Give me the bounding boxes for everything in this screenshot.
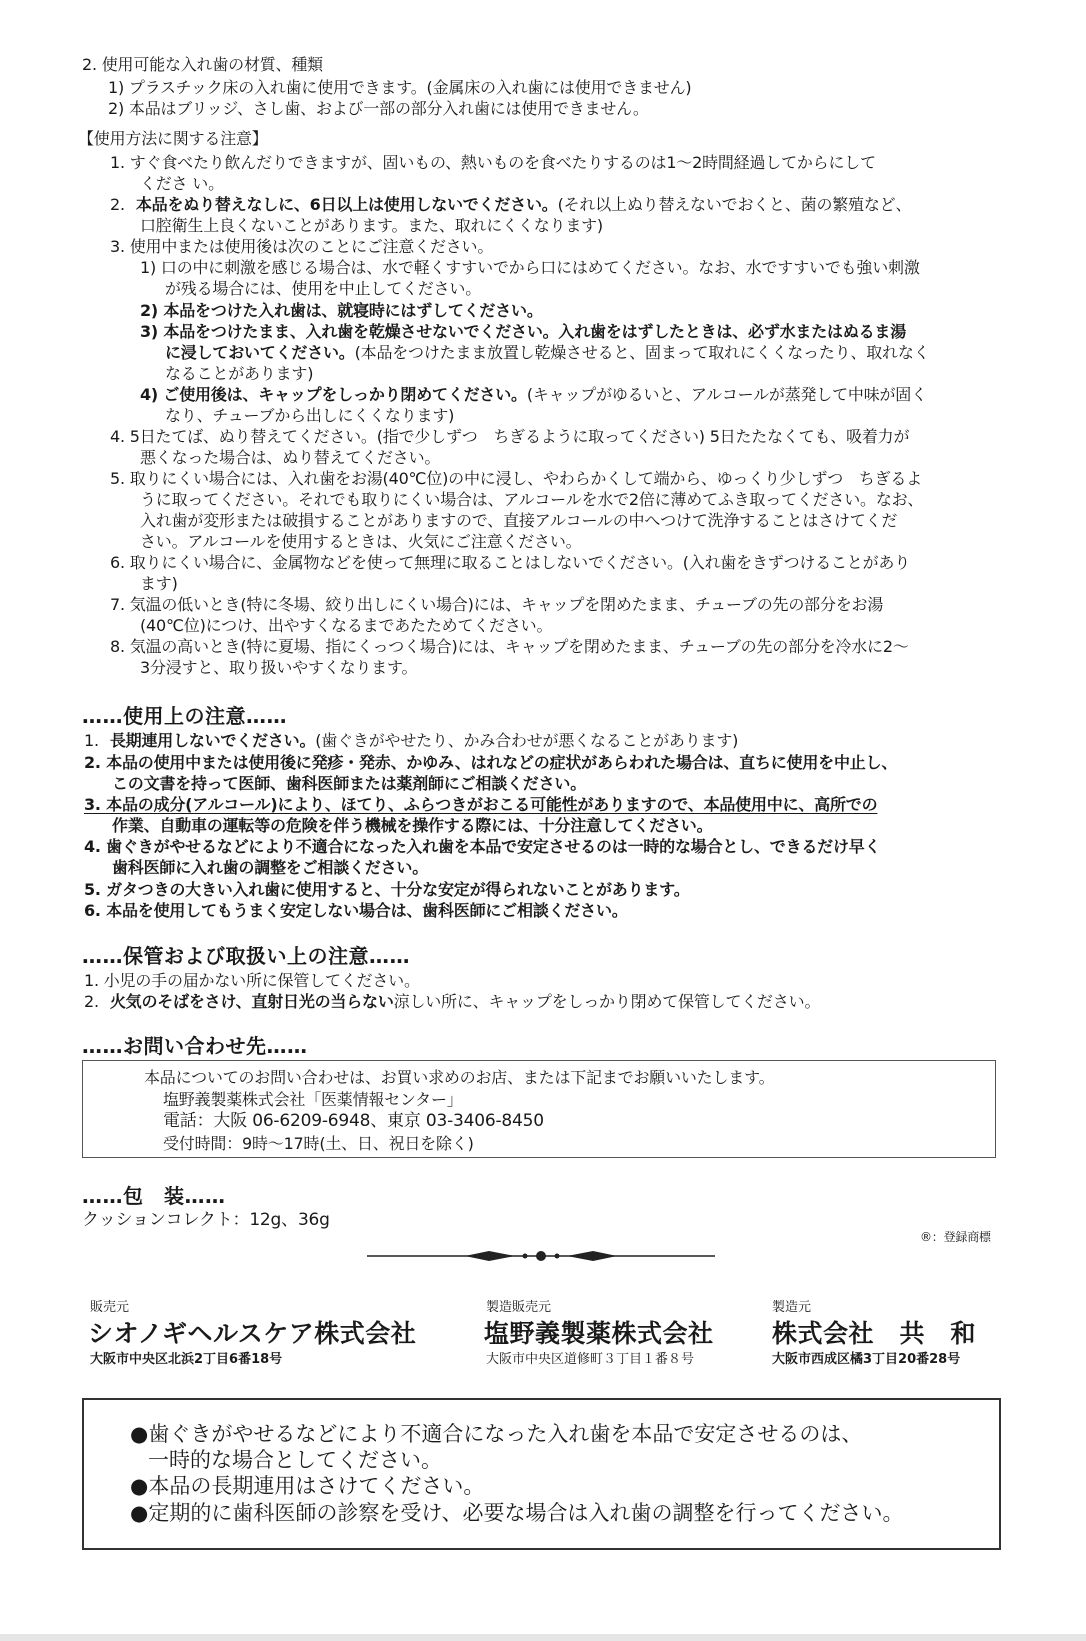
contact-phone: 電話：大阪 06-6209-6948、東京 03-3406-8450 (163, 1111, 544, 1131)
usage-line (110, 194, 911, 215)
precaution-bold-text: 長期連用しないでください。 (109, 731, 316, 750)
usage-line: 2) 本品をつけた入れ歯は、就寝時にはずしてください。 (140, 301, 543, 320)
usage-line: 口腔衛生上良くないことがあります。また、取れにくくなります) (140, 216, 603, 235)
ornament-divider (367, 1247, 715, 1265)
precautions-title: ……使用上の注意…… (82, 704, 287, 728)
contact-title: ……お問い合わせ先…… (82, 1034, 308, 1058)
usage-line: なり、チューブから出しにくくなります) (165, 406, 455, 425)
company-role: 販売元 (90, 1300, 130, 1315)
usage-line: 悪くなった場合は、ぬり替えてください。 (140, 448, 441, 467)
company-address: 大阪市中央区道修町３丁目１番８号 (486, 1352, 695, 1367)
precaution-line: 2. 本品の使用中または使用後に発疹・発赤、かゆみ、はれなどの症状があらわれた場合は、直ちに使用を中止し、 (84, 753, 898, 772)
usage-line: ます) (140, 574, 178, 593)
contact-line: 塩野義製薬株式会社「医薬情報センター」 (163, 1090, 463, 1109)
usage-line: 5. 取りにくい場合には、入れ歯をお湯(40℃位)の中に浸し、やわらかくして端から、ゆっくり少しずつ ちぎるよ (110, 469, 923, 488)
usage-item-number: 2. (110, 195, 125, 214)
usage-line: 1) 口の中に刺激を感じる場合は、水で軽くすすいでから口にはめてください。なお、水ですすいでも強い刺激 (140, 258, 920, 277)
usage-line: 入れ歯が変形または破損することがありますので、直接アルコールの中へつけて洗浄することはさけてくだ (140, 511, 898, 530)
usage-line: さい。アルコールを使用するときは、火気にご注意ください。 (140, 532, 582, 551)
precaution-number: 1. (84, 731, 99, 750)
usage-bold-text: 4) ご使用後は、キャップをしっかり閉めてください。 (140, 385, 527, 404)
precaution-line: 5. ガタつきの大きい入れ歯に使用すると、十分な安定が得られないことがあります。 (84, 880, 690, 899)
materials-title: 2. 使用可能な入れ歯の材質、種類 (82, 55, 323, 74)
usage-bold-text: 本品をぬり替えなしに、6日以上は使用しないでください。 (135, 195, 558, 214)
precaution-line: 作業、自動車の運転等の危険を伴う機械を操作する際には、十分注意してください。 (112, 816, 713, 835)
notice-line: ●本品の長期連用はさけてください。 (130, 1474, 485, 1498)
usage-line: 6. 取りにくい場合に、金属物などを使って無理に取ることはしないでください。(入れ歯をきずつけることがあり (110, 553, 910, 572)
usage-line: くださ い。 (140, 174, 224, 193)
usage-text: (それ以上ぬり替えないでおくと、菌の繁殖など、 (557, 195, 912, 214)
company-name: 塩野義製薬株式会社 (484, 1319, 714, 1348)
packaging-title: ……包 装…… (82, 1184, 226, 1208)
precaution-line: 3. 本品の成分(アルコール)により、ほてり、ふらつきがおこる可能性がありますので、本品使用中に、高所での (84, 795, 878, 814)
usage-line: 7. 気温の低いとき(特に冬場、絞り出しにくい場合)には、キャップを閉めたまま、チューブの先の部分をお湯 (110, 595, 884, 614)
contact-line: 本品についてのお問い合わせは、お買い求めのお店、または下記までお願いいたします。 (144, 1068, 775, 1087)
company-name: シオノギヘルスケア株式会社 (88, 1319, 417, 1348)
precaution-line: 歯科医師に入れ歯の調整をご相談ください。 (112, 858, 429, 877)
precaution-line: この文書を持って医師、歯科医師または薬剤師にご相談ください。 (112, 774, 587, 793)
usage-line: なることがあります) (165, 364, 314, 383)
company-name: 株式会社 共 和 (772, 1319, 977, 1348)
page-bottom-bar (0, 1634, 1086, 1641)
usage-line: (40℃位)につけ、出やすくなるまであたためてください。 (140, 616, 553, 635)
precaution-line: 6. 本品を使用してもうまく安定しない場合は、歯科医師にご相談ください。 (84, 901, 628, 920)
usage-line: 8. 気温の高いとき(特に夏場、指にくっつく場合)には、キャップを閉めたまま、チューブの先の部分を冷水に2～ (110, 637, 909, 656)
storage-line (84, 991, 820, 1012)
company-role: 製造元 (772, 1300, 812, 1315)
usage-line: 3分浸すと、取り扱いやすくなります。 (140, 658, 418, 677)
company-role: 製造販売元 (486, 1300, 552, 1315)
storage-number: 2. (84, 992, 99, 1011)
packaging-text: クッションコレクト：12g、36g (82, 1210, 330, 1230)
company-address: 大阪市中央区北浜2丁目6番18号 (90, 1352, 283, 1367)
precaution-line: 4. 歯ぐきがやせるなどにより不適合になった入れ歯を本品で安定させるのは一時的な場合とし、できるだけ早く (84, 837, 881, 856)
notice-line: ●定期的に歯科医師の診察を受け、必要な場合は入れ歯の調整を行ってください。 (130, 1501, 904, 1525)
usage-bold-text: に浸しておいてください。 (165, 343, 355, 362)
materials-item-2: 2) 本品はブリッジ、さし歯、および一部の部分入れ歯には使用できません。 (108, 99, 649, 118)
usage-line: が残る場合には、使用を中止してください。 (165, 279, 482, 298)
usage-text: (本品をつけたまま放置し乾燥させると、固まって取れにくくなったり、取れなく (354, 343, 930, 362)
usage-line: 1. すぐ食べたり飲んだりできますが、固いもの、熱いものを食べたりするのは1～2時間経過してからにして (110, 153, 876, 172)
usage-line: 3. 使用中または使用後は次のことにご注意ください。 (110, 237, 494, 256)
contact-hours: 受付時間：9時～17時(土、日、祝日を除く) (163, 1134, 474, 1153)
usage-notes-title: 【使用方法に関する注意】 (78, 129, 268, 148)
usage-line: うに取ってください。それでも取りにくい場合は、アルコールを水で2倍に薄めてふき取ってください。なお、 (140, 490, 924, 509)
precaution-line (84, 730, 738, 751)
usage-line (165, 342, 929, 363)
materials-item-1: 1) プラスチック床の入れ歯に使用できます。(金属床の入れ歯には使用できません) (108, 78, 692, 97)
usage-text: (キャップがゆるいと、アルコールが蒸発して中味が固く (526, 385, 927, 404)
usage-line (140, 384, 927, 405)
storage-line: 1. 小児の手の届かない所に保管してください。 (84, 971, 420, 990)
storage-title: ……保管および取扱い上の注意…… (82, 944, 410, 968)
notice-line: 一時的な場合としてください。 (148, 1448, 442, 1472)
notice-line: ●歯ぐきがやせるなどにより不適合になった入れ歯を本品で安定させるのは、 (130, 1422, 863, 1446)
usage-line: 3) 本品をつけたまま、入れ歯を乾燥させないでください。入れ歯をはずしたときは、必ず水またはぬるま湯 (140, 322, 907, 341)
storage-text: 涼しい所に、キャップをしっかり閉めて保管してください。 (393, 992, 821, 1011)
storage-bold-text: 火気のそばをさけ、直射日光の当らない (109, 992, 394, 1011)
precaution-text: (歯ぐきがやせたり、かみ合わせが悪くなることがあります) (315, 731, 739, 750)
usage-line: 4. 5日たてば、ぬり替えてください。(指で少しずつ ちぎるように取ってください) 5日たたなくても、吸着力が (110, 427, 910, 446)
trademark-note: ®：登録商標 (920, 1230, 991, 1244)
company-address: 大阪市西成区橘3丁目20番28号 (772, 1352, 961, 1367)
